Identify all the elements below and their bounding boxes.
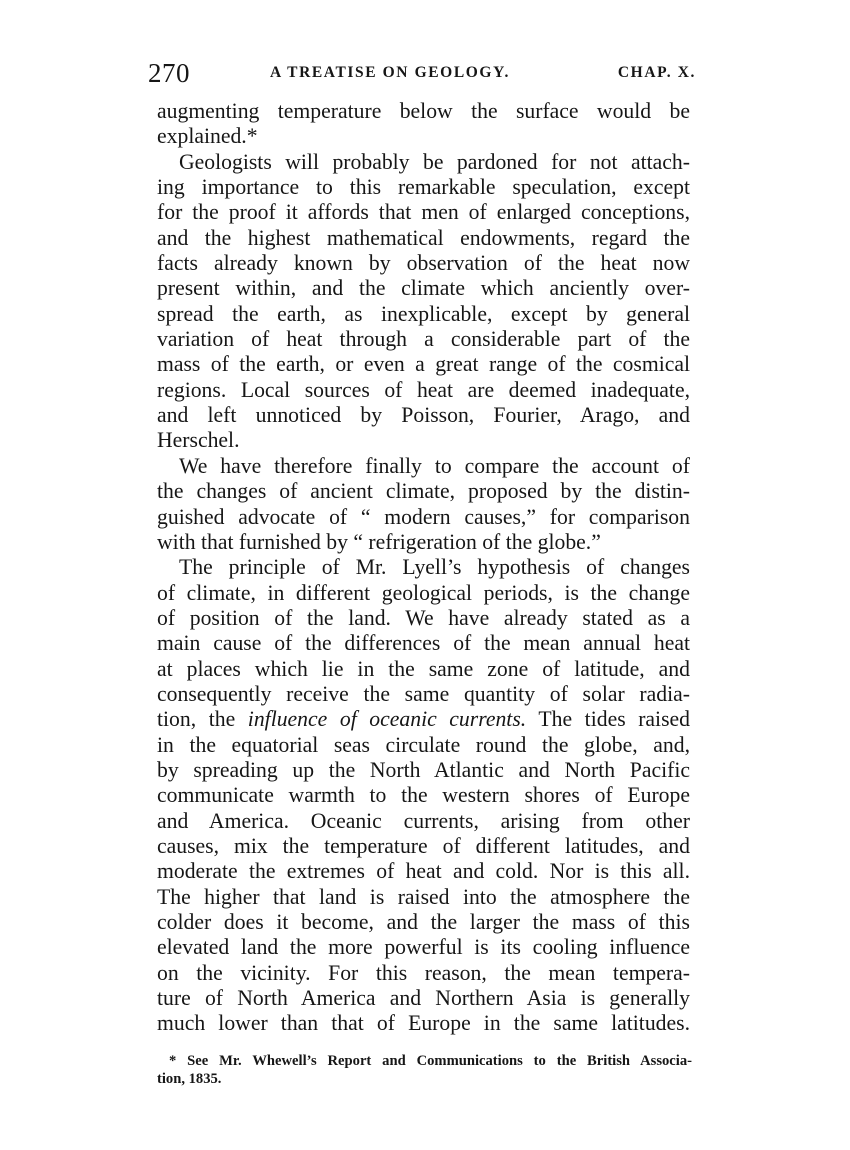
text-line: present within, and the climate which anciently over- <box>157 276 690 301</box>
text-line: main cause of the differences of the mean annual heat <box>157 631 690 656</box>
text-line: guished advocate of “ modern causes,” for comparison <box>157 504 690 529</box>
text-line: the changes of ancient climate, proposed by the distin- <box>157 479 690 504</box>
text-line: and the highest mathematical endowments, regard the <box>157 225 690 250</box>
page-number: 270 <box>148 58 190 88</box>
text-line: explained.* <box>157 124 258 149</box>
text-line-with-italic <box>157 707 690 732</box>
text-line: much lower than that of Europe in the same latitudes. <box>157 1011 690 1036</box>
text-line: with that furnished by “ refrigeration of the globe.” <box>157 529 601 554</box>
text-line: of climate, in different geological periods, is the change <box>157 580 690 605</box>
text-line: The principle of Mr. Lyell’s hypothesis of changes <box>179 555 690 580</box>
text-line: by spreading up the North Atlantic and North Pacific <box>157 757 690 782</box>
text-line: of position of the land. We have already stated as a <box>157 605 690 630</box>
text-line: The higher that land is raised into the atmosphere the <box>157 884 690 909</box>
text-line: augmenting temperature below the surface would be <box>157 99 690 123</box>
footnote-line: * See Mr. Whewell’s Report and Communications to the British Associa- <box>169 1053 692 1069</box>
text-line: colder does it become, and the larger the mass of this <box>157 910 690 934</box>
text-span: The tides raised <box>526 707 690 732</box>
text-line: spread the earth, as inexplicable, except by general <box>157 301 690 326</box>
text-line: ing importance to this remarkable speculation, except <box>157 175 690 200</box>
footnote-line: tion, 1835. <box>157 1071 222 1087</box>
body-text <box>157 99 690 1037</box>
text-line: and left unnoticed by Poisson, Fourier, Arago, and <box>157 403 690 428</box>
italic-phrase: influence of oceanic currents. <box>247 707 527 732</box>
text-line: communicate warmth to the western shores of Europe <box>157 783 690 808</box>
text-line: elevated land the more powerful is its cooling influence <box>157 935 690 960</box>
text-line: and America. Oceanic currents, arising from other <box>157 808 690 833</box>
text-line: in the equatorial seas circulate round the globe, and, <box>157 732 690 757</box>
text-line: ture of North America and Northern Asia is generally <box>157 986 690 1011</box>
text-line: regions. Local sources of heat are deemed inadequate, <box>157 377 690 402</box>
text-line: at places which lie in the same zone of latitude, and <box>157 656 690 681</box>
text-line: mass of the earth, or even a great range of the cosmical <box>157 352 690 377</box>
chapter-label: CHAP. X. <box>617 64 696 81</box>
text-line: consequently receive the same quantity of solar radia- <box>157 681 690 706</box>
book-title: A TREATISE ON GEOLOGY. <box>270 64 510 81</box>
text-line: variation of heat through a considerable part of the <box>157 327 690 352</box>
text-line: Herschel. <box>157 428 240 453</box>
running-head <box>148 58 696 90</box>
text-line: for the proof it affords that men of enlarged conceptions, <box>157 200 690 225</box>
text-span: tion, the <box>157 707 248 732</box>
text-line: moderate the extremes of heat and cold. Nor is this all. <box>157 859 690 884</box>
text-line: on the vicinity. For this reason, the mean tempera- <box>157 960 690 985</box>
footnote <box>157 1052 692 1088</box>
text-line: facts already known by observation of the heat now <box>157 251 690 276</box>
text-line: Geologists will probably be pardoned for not attach- <box>179 149 690 174</box>
text-line: We have therefore finally to compare the account of <box>179 453 690 478</box>
text-line: causes, mix the temperature of different latitudes, and <box>157 833 690 858</box>
